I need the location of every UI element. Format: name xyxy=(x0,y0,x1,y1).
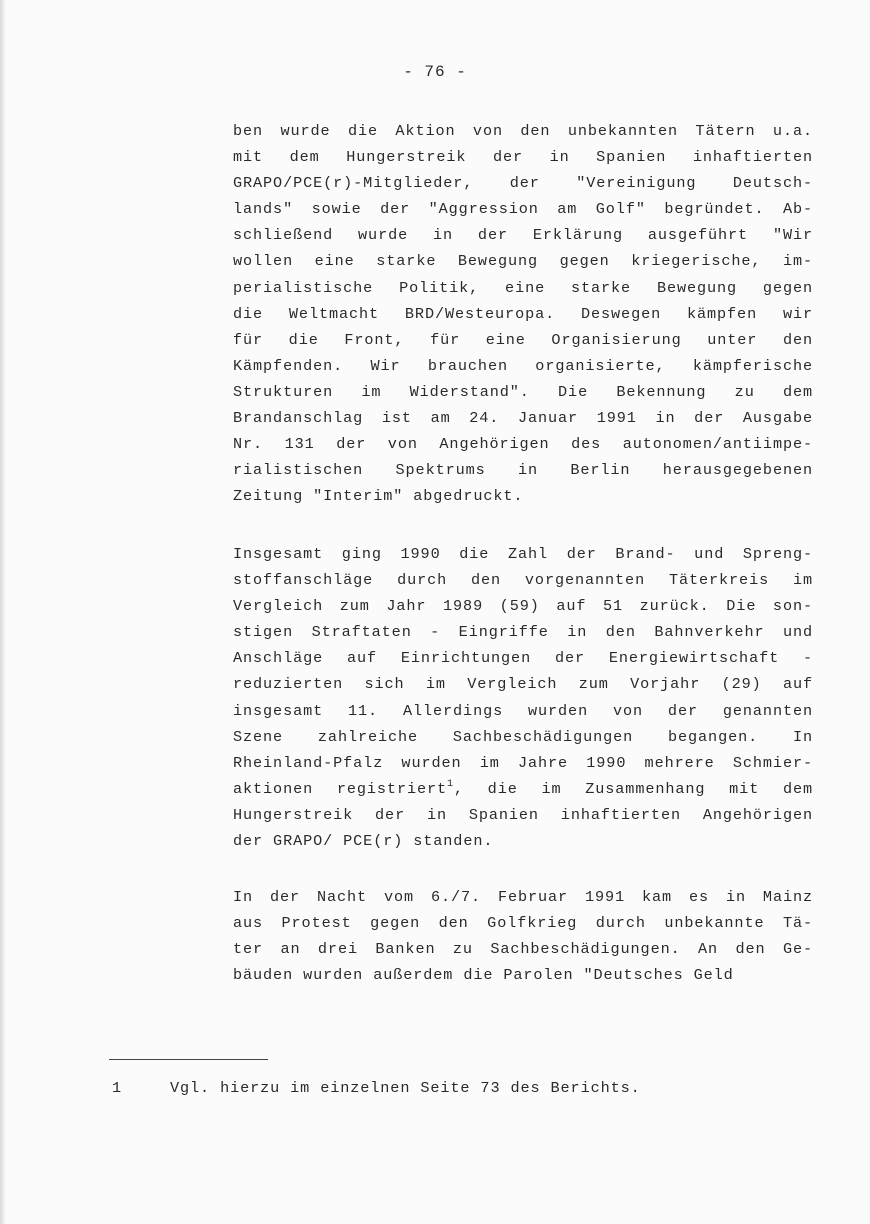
paragraph-3 xyxy=(233,884,813,988)
footnote-reference: 1 xyxy=(447,778,454,790)
text-line: ter an drei Banken zu Sachbeschädigungen. An den Ge- xyxy=(233,940,813,959)
text-line: der GRAPO/ PCE(r) standen. xyxy=(233,832,494,851)
text-line: wollen eine starke Bewegung gegen kriegerische, im- xyxy=(233,252,813,271)
text-line: insgesamt 11. Allerdings wurden von der genannten xyxy=(233,701,813,720)
text-line: für die Front, für eine Organisierung unter den xyxy=(233,330,813,349)
text-segment: aktionen registriert xyxy=(233,779,448,798)
text-line: GRAPO/PCE(r)-Mitglieder, der "Vereinigung Deutsch- xyxy=(233,174,813,193)
text-line: perialistische Politik, eine starke Bewegung gegen xyxy=(233,278,813,297)
text-segment: , die im Zusammenhang mit dem xyxy=(453,779,813,798)
text-line: Hungerstreik der in Spanien inhaftierten Angehörigen xyxy=(233,805,813,824)
footnote-marker: 1 xyxy=(112,1079,123,1097)
paragraph-1 xyxy=(233,118,813,509)
text-line: Szene zahlreiche Sachbeschädigungen begangen. In xyxy=(233,727,813,746)
text-line: Zeitung "Interim" abgedruckt. xyxy=(233,487,524,506)
text-line: aus Protest gegen den Golfkrieg durch unbekannte Tä- xyxy=(233,914,813,933)
text-line: ben wurde die Aktion von den unbekannten Tätern u.a. xyxy=(233,122,813,140)
footnote-text: Vgl. hierzu im einzelnen Seite 73 des Berichts. xyxy=(170,1079,641,1097)
text-line: Strukturen im Widerstand". Die Bekennung zu dem xyxy=(233,382,813,401)
text-line: bäuden wurden außerdem die Parolen "Deutsches Geld xyxy=(233,966,734,985)
text-line: Anschläge auf Einrichtungen der Energiewirtschaft - xyxy=(233,649,813,668)
text-line: stoffanschläge durch den vorgenannten Täterkreis im xyxy=(233,571,813,590)
page-number: - 76 - xyxy=(403,63,467,81)
text-line-with-footnote xyxy=(233,776,813,802)
text-line: stigen Straftaten - Eingriffe in den Bahnverkehr und xyxy=(233,623,813,642)
text-line: In der Nacht vom 6./7. Februar 1991 kam es in Mainz xyxy=(233,888,813,906)
paragraph-2 xyxy=(233,541,813,854)
text-line: lands" sowie der "Aggression am Golf" begründet. Ab- xyxy=(233,200,813,219)
footnote-separator xyxy=(109,1059,268,1060)
text-line: rialistischen Spektrums in Berlin herausgegebenen xyxy=(233,461,813,480)
text-line: Vergleich zum Jahr 1989 (59) auf 51 zurück. Die son- xyxy=(233,597,813,616)
page-edge-shadow xyxy=(0,0,6,1224)
text-line: Rheinland-Pfalz wurden im Jahre 1990 mehrere Schmier- xyxy=(233,753,813,772)
text-line: Brandanschlag ist am 24. Januar 1991 in der Ausgabe xyxy=(233,409,813,428)
text-line: die Weltmacht BRD/Westeuropa. Deswegen kämpfen wir xyxy=(233,304,813,323)
text-line: Nr. 131 der von Angehörigen des autonomen/antiimpe- xyxy=(233,435,813,454)
text-line: schließend wurde in der Erklärung ausgeführt "Wir xyxy=(233,226,813,245)
text-line: reduzierten sich im Vergleich zum Vorjahr (29) auf xyxy=(233,675,813,694)
text-line: mit dem Hungerstreik der in Spanien inhaftierten xyxy=(233,148,813,167)
text-line: Kämpfenden. Wir brauchen organisierte, kämpferische xyxy=(233,356,813,375)
text-line: Insgesamt ging 1990 die Zahl der Brand- und Spreng- xyxy=(233,545,813,563)
